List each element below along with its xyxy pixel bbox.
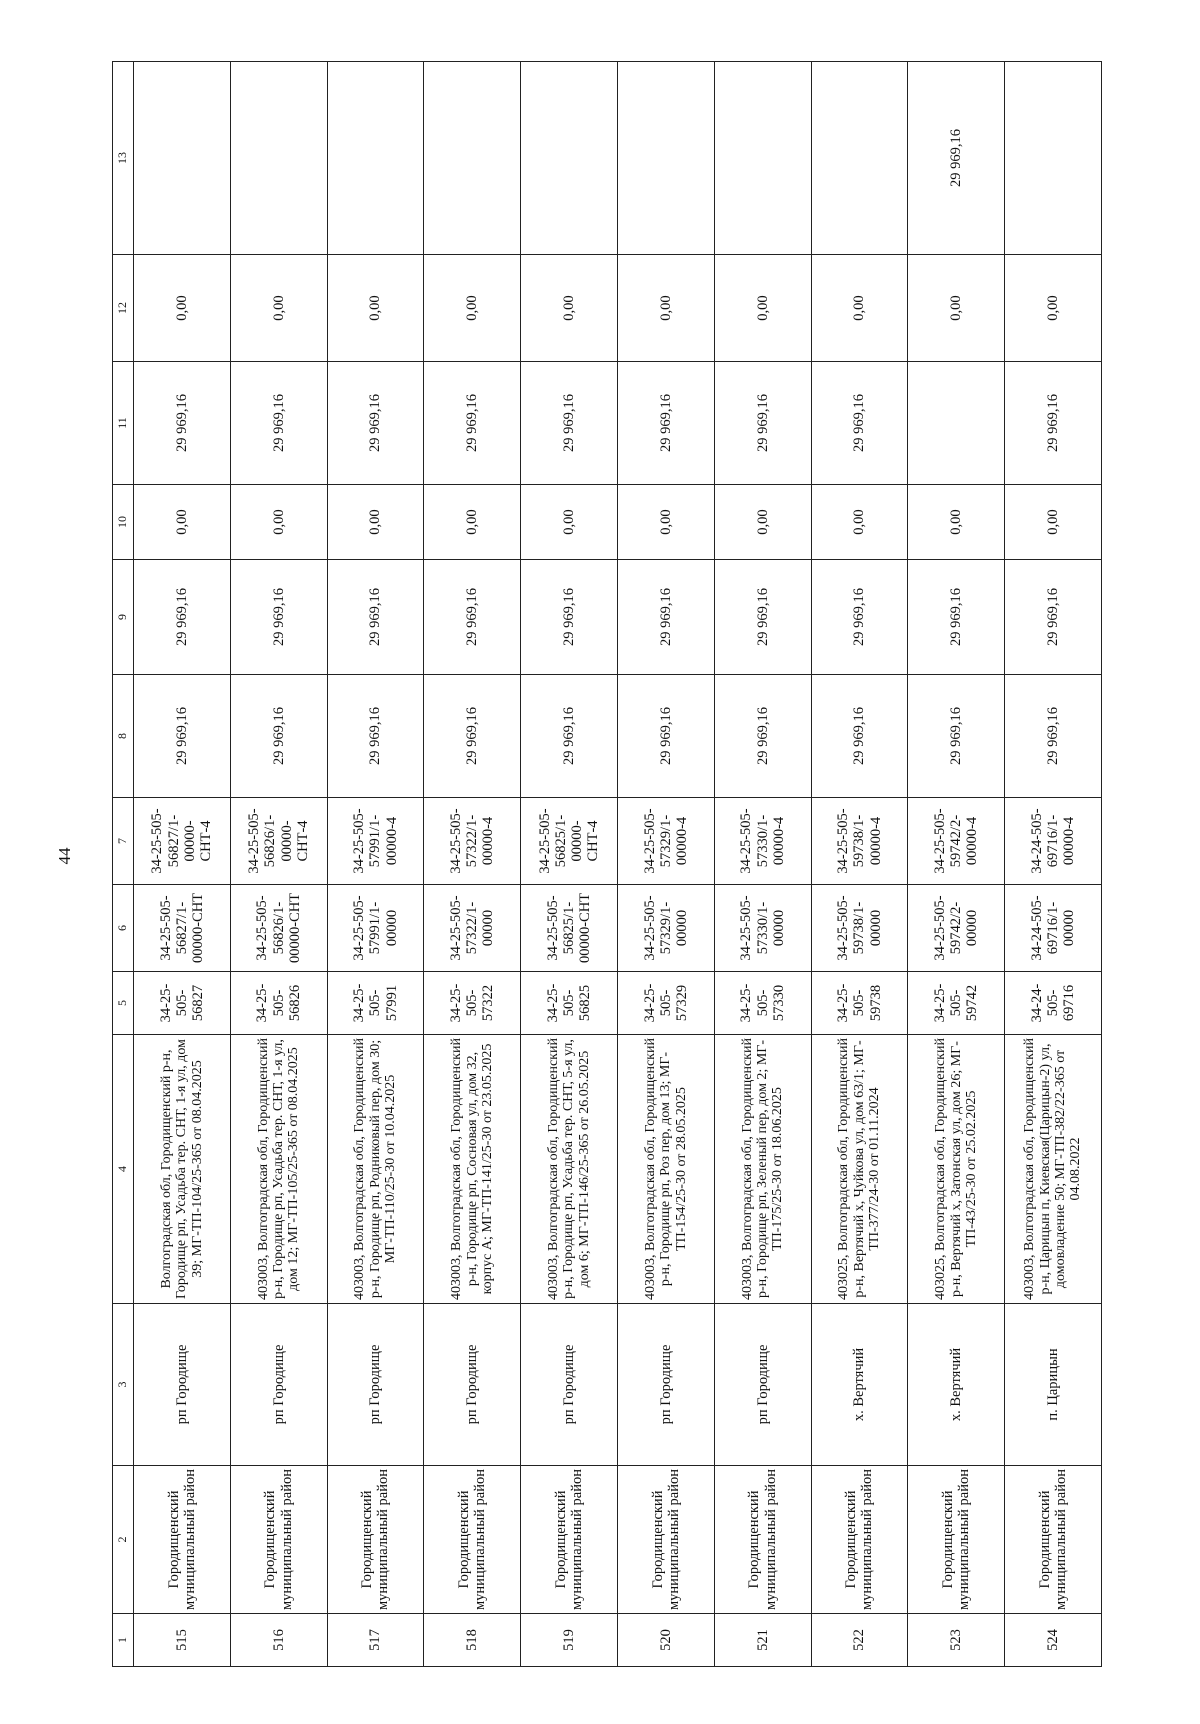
code-cell: 34-25-505-57329: [617, 972, 714, 1035]
district-cell: Городищенский муниципальный район: [327, 1466, 424, 1614]
district-cell: Городищенский муниципальный район: [1005, 1466, 1102, 1614]
row-number: 516: [230, 1614, 327, 1667]
column-header: 6: [113, 885, 134, 972]
address-cell: Волгоградская обл, Городищенский р-н, Городище рп, Усадьба тер. СНТ, 1-я ул, дом 39; МГ-ТП-104/25-365 от 08.04.2025: [134, 1035, 231, 1304]
amount-cell: 29 969,16: [714, 362, 811, 485]
code-cell: 34-25-505-57322/1-00000-4: [424, 798, 521, 885]
column-header: 2: [113, 1466, 134, 1614]
amount-cell: 29 969,16: [1005, 675, 1102, 798]
amount-cell: 0,00: [714, 485, 811, 560]
amount-cell: 0,00: [327, 485, 424, 560]
code-cell: 34-25-505-57991/1-00000: [327, 885, 424, 972]
code-cell: 34-25-505-56826/1-00000-СНТ: [230, 885, 327, 972]
code-cell: 34-25-505-56827: [134, 972, 231, 1035]
amount-cell: 29 969,16: [908, 560, 1005, 675]
amount-cell: 29 969,16: [424, 362, 521, 485]
table-row: [327, 62, 424, 1667]
amount-cell: 29 969,16: [1005, 560, 1102, 675]
amount-cell: [230, 62, 327, 255]
district-cell: Городищенский муниципальный район: [521, 1466, 618, 1614]
code-cell: 34-25-505-56825: [521, 972, 618, 1035]
column-header: 9: [113, 560, 134, 675]
code-cell: 34-25-505-59742: [908, 972, 1005, 1035]
address-cell: 403003, Волгоградская обл, Городищенский р-н, Городище рп, Усадьба тер. СНТ, 1-я ул, дом 12; МГ-ТП-105/25-365 от 08.04.2025: [230, 1035, 327, 1304]
settlement-cell: рп Городище: [134, 1304, 231, 1466]
settlement-cell: рп Городище: [230, 1304, 327, 1466]
code-cell: 34-25-505-57329/1-00000: [617, 885, 714, 972]
amount-cell: 29 969,16: [327, 362, 424, 485]
amount-cell: 29 969,16: [811, 675, 908, 798]
settlement-cell: рп Городище: [617, 1304, 714, 1466]
amount-cell: 0,00: [617, 485, 714, 560]
amount-cell: 29 969,16: [714, 675, 811, 798]
amount-cell: 29 969,16: [908, 62, 1005, 255]
address-cell: 403003, Волгоградская обл, Городищенский р-н, Городище рп, Родниковый пер, дом 30; МГ-ТП-110/25-30 от 10.04.2025: [327, 1035, 424, 1304]
amount-cell: 29 969,16: [714, 560, 811, 675]
column-header: 10: [113, 485, 134, 560]
data-table: [112, 61, 1102, 1667]
column-header: 1: [113, 1614, 134, 1667]
column-header: 12: [113, 255, 134, 362]
code-cell: 34-25-505-57322: [424, 972, 521, 1035]
code-cell: 34-25-505-56826: [230, 972, 327, 1035]
row-number: 520: [617, 1614, 714, 1667]
column-header: 4: [113, 1035, 134, 1304]
amount-cell: [908, 362, 1005, 485]
amount-cell: 29 969,16: [1005, 362, 1102, 485]
amount-cell: 29 969,16: [134, 362, 231, 485]
amount-cell: 29 969,16: [811, 362, 908, 485]
column-header: 3: [113, 1304, 134, 1466]
amount-cell: 29 969,16: [134, 560, 231, 675]
code-cell: 34-25-505-56827/1-00000-СНТ-4: [134, 798, 231, 885]
amount-cell: 29 969,16: [134, 675, 231, 798]
amount-cell: [714, 62, 811, 255]
amount-cell: 29 969,16: [617, 362, 714, 485]
district-cell: Городищенский муниципальный район: [617, 1466, 714, 1614]
table-body: [134, 62, 1102, 1667]
amount-cell: 0,00: [424, 485, 521, 560]
amount-cell: 29 969,16: [521, 362, 618, 485]
code-cell: 34-25-505-59742/2-00000-4: [908, 798, 1005, 885]
amount-cell: [1005, 62, 1102, 255]
amount-cell: [811, 62, 908, 255]
address-cell: 403025, Волгоградская обл, Городищенский р-н, Вертячий х, Чуйкова ул, дом 63/1; МГ-ТП-377/24-30 от 01.11.2024: [811, 1035, 908, 1304]
district-cell: Городищенский муниципальный район: [424, 1466, 521, 1614]
table-row: [714, 62, 811, 1667]
amount-cell: 0,00: [134, 485, 231, 560]
row-number: 517: [327, 1614, 424, 1667]
row-number: 521: [714, 1614, 811, 1667]
address-cell: 403003, Волгоградская обл, Городищенский р-н, Царицын п, Киевская(Царицын-2) ул, домовладение 50; МГ-ТП-382/22-365 от 04.08.2022: [1005, 1035, 1102, 1304]
code-cell: 34-25-505-57991/1-00000-4: [327, 798, 424, 885]
amount-cell: [521, 62, 618, 255]
amount-cell: 29 969,16: [617, 560, 714, 675]
amount-cell: 0,00: [327, 255, 424, 362]
table-row: [811, 62, 908, 1667]
code-cell: 34-25-505-59738: [811, 972, 908, 1035]
district-cell: Городищенский муниципальный район: [811, 1466, 908, 1614]
address-cell: 403003, Волгоградская обл, Городищенский р-н, Городище рп, Роз пер, дом 13; МГ-ТП-154/25-30 от 28.05.2025: [617, 1035, 714, 1304]
code-cell: 34-25-505-57330/1-00000-4: [714, 798, 811, 885]
amount-cell: [134, 62, 231, 255]
settlement-cell: рп Городище: [521, 1304, 618, 1466]
amount-cell: 0,00: [908, 255, 1005, 362]
amount-cell: 0,00: [811, 485, 908, 560]
column-header: 5: [113, 972, 134, 1035]
code-cell: 34-25-505-56826/1-00000-СНТ-4: [230, 798, 327, 885]
amount-cell: [617, 62, 714, 255]
district-cell: Городищенский муниципальный район: [230, 1466, 327, 1614]
amount-cell: [424, 62, 521, 255]
table-row: [230, 62, 327, 1667]
amount-cell: 0,00: [714, 255, 811, 362]
settlement-cell: рп Городище: [424, 1304, 521, 1466]
district-cell: Городищенский муниципальный район: [908, 1466, 1005, 1614]
row-number: 522: [811, 1614, 908, 1667]
settlement-cell: х. Вертячий: [908, 1304, 1005, 1466]
amount-cell: 0,00: [521, 485, 618, 560]
code-cell: 34-25-505-59738/1-00000: [811, 885, 908, 972]
amount-cell: 29 969,16: [908, 675, 1005, 798]
page-number: 44: [55, 847, 74, 865]
amount-cell: 29 969,16: [521, 675, 618, 798]
amount-cell: 0,00: [908, 485, 1005, 560]
amount-cell: 29 969,16: [327, 560, 424, 675]
settlement-cell: рп Городище: [327, 1304, 424, 1466]
amount-cell: 29 969,16: [230, 560, 327, 675]
table-row: [134, 62, 231, 1667]
address-cell: 403003, Волгоградская обл, Городищенский р-н, Городище рп, Сосновая ул, дом 32, корпус А; МГ-ТП-141/25-30 от 23.05.2025: [424, 1035, 521, 1304]
amount-cell: 29 969,16: [424, 560, 521, 675]
table-row: [908, 62, 1005, 1667]
code-cell: 34-25-505-57330/1-00000: [714, 885, 811, 972]
amount-cell: 29 969,16: [230, 362, 327, 485]
amount-cell: [327, 62, 424, 255]
code-cell: 34-25-505-59742/2-00000: [908, 885, 1005, 972]
table-row: [424, 62, 521, 1667]
settlement-cell: п. Царицын: [1005, 1304, 1102, 1466]
settlement-cell: рп Городище: [714, 1304, 811, 1466]
column-header: 8: [113, 675, 134, 798]
table-row: [617, 62, 714, 1667]
district-cell: Городищенский муниципальный район: [714, 1466, 811, 1614]
row-number: 518: [424, 1614, 521, 1667]
address-cell: 403003, Волгоградская обл, Городищенский р-н, Городище рп, Зеленый пер, дом 2; МГ-ТП-175/25-30 от 18.06.2025: [714, 1035, 811, 1304]
row-number: 515: [134, 1614, 231, 1667]
amount-cell: 29 969,16: [811, 560, 908, 675]
amount-cell: 29 969,16: [327, 675, 424, 798]
amount-cell: 0,00: [424, 255, 521, 362]
amount-cell: 0,00: [617, 255, 714, 362]
amount-cell: 0,00: [1005, 485, 1102, 560]
row-number: 519: [521, 1614, 618, 1667]
amount-cell: 29 969,16: [424, 675, 521, 798]
code-cell: 34-25-505-59738/1-00000-4: [811, 798, 908, 885]
code-cell: 34-25-505-57991: [327, 972, 424, 1035]
code-cell: 34-25-505-56827/1-00000-СНТ: [134, 885, 231, 972]
amount-cell: 0,00: [811, 255, 908, 362]
code-cell: 34-25-505-57330: [714, 972, 811, 1035]
amount-cell: 29 969,16: [617, 675, 714, 798]
amount-cell: 29 969,16: [521, 560, 618, 675]
code-cell: 34-25-505-57322/1-00000: [424, 885, 521, 972]
address-cell: 403025, Волгоградская обл, Городищенский р-н, Вертячий х, Затонская ул, дом 26; МГ-ТП-43/25-30 от 25.02.2025: [908, 1035, 1005, 1304]
amount-cell: 29 969,16: [230, 675, 327, 798]
address-cell: 403003, Волгоградская обл, Городищенский р-н, Городище рп, Усадьба тер. СНТ, 5-я ул, дом 6; МГ-ТП-146/25-365 от 26.05.2025: [521, 1035, 618, 1304]
code-cell: 34-25-505-56825/1-00000-СНТ: [521, 885, 618, 972]
code-cell: 34-25-505-56825/1-00000-СНТ-4: [521, 798, 618, 885]
code-cell: 34-25-505-57329/1-00000-4: [617, 798, 714, 885]
code-cell: 34-24-505-69716: [1005, 972, 1102, 1035]
code-cell: 34-24-505-69716/1-00000: [1005, 885, 1102, 972]
rotated-table-container: [112, 62, 1102, 1667]
table-row: [1005, 62, 1102, 1667]
column-header: 11: [113, 362, 134, 485]
column-header: 7: [113, 798, 134, 885]
amount-cell: 0,00: [521, 255, 618, 362]
row-number: 524: [1005, 1614, 1102, 1667]
amount-cell: 0,00: [230, 255, 327, 362]
code-cell: 34-24-505-69716/1-00000-4: [1005, 798, 1102, 885]
column-header: 13: [113, 62, 134, 255]
amount-cell: 0,00: [1005, 255, 1102, 362]
row-number: 523: [908, 1614, 1005, 1667]
table-row: [521, 62, 618, 1667]
district-cell: Городищенский муниципальный район: [134, 1466, 231, 1614]
header-row: [113, 62, 134, 1667]
settlement-cell: х. Вертячий: [811, 1304, 908, 1466]
amount-cell: 0,00: [230, 485, 327, 560]
amount-cell: 0,00: [134, 255, 231, 362]
